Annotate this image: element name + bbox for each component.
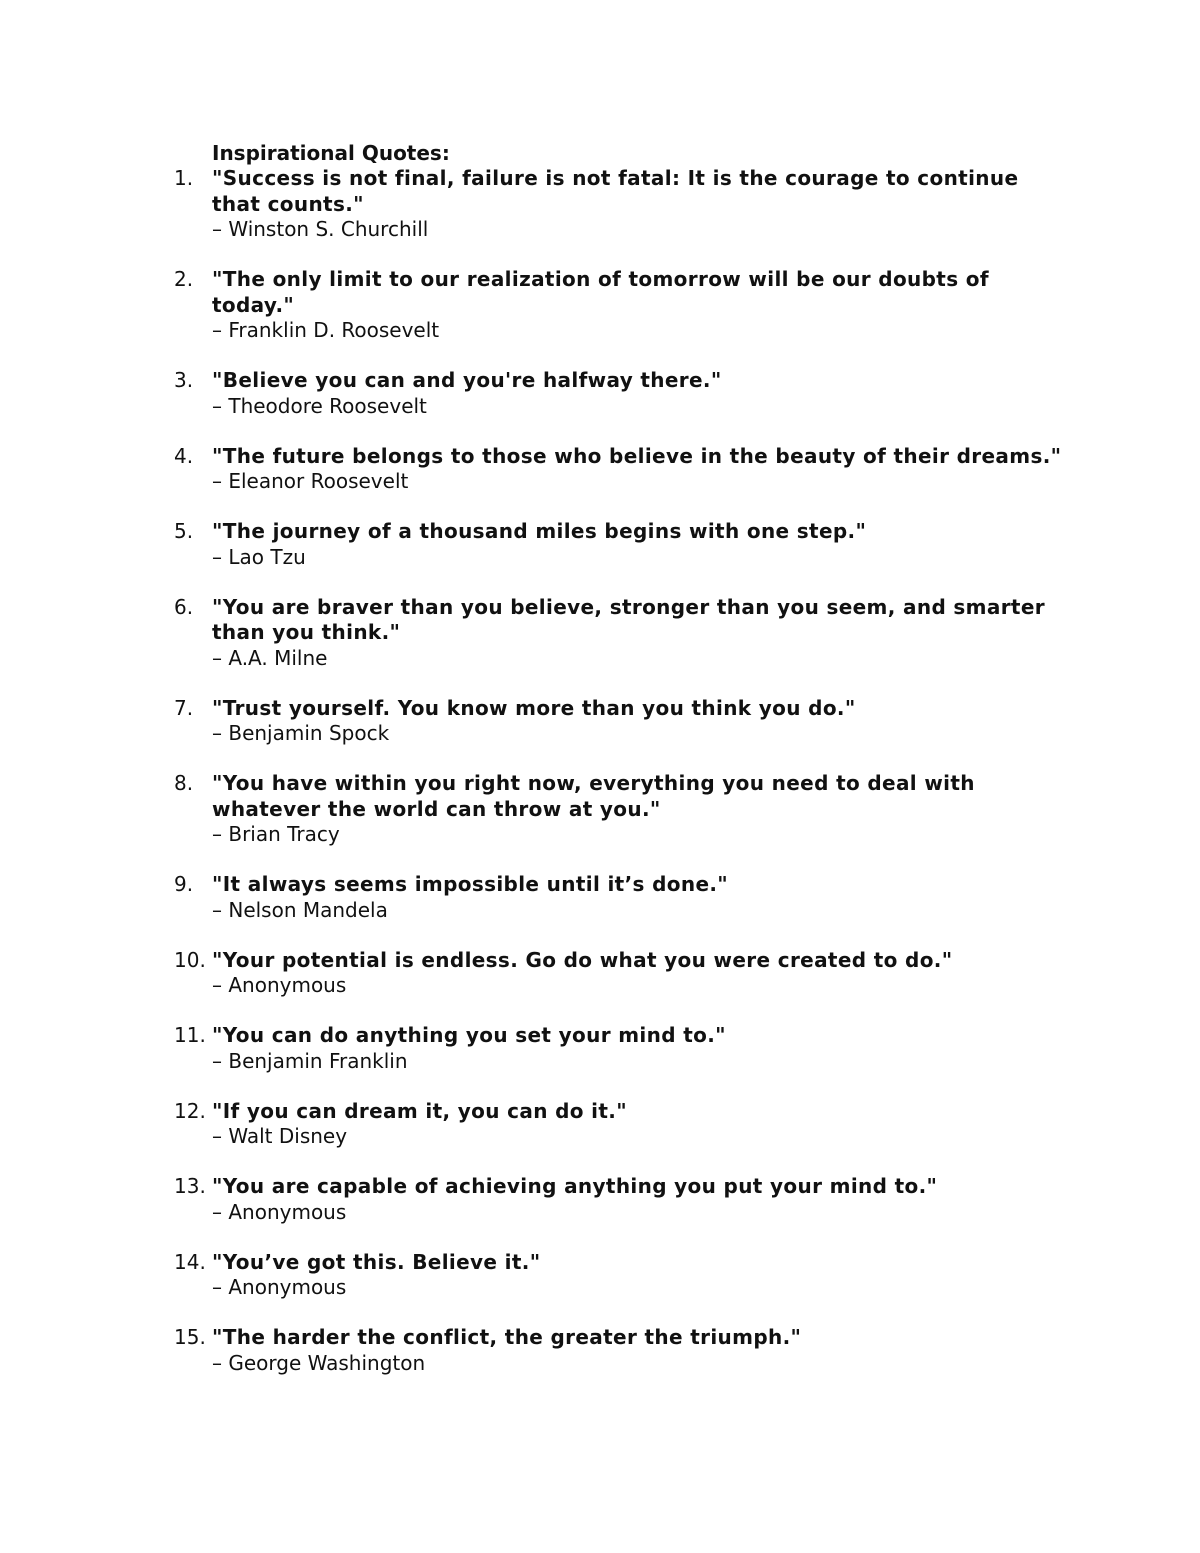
quote-item	[0, 1174, 1200, 1225]
quote-author: – Anonymous	[212, 1199, 347, 1224]
quote-number: 12.	[174, 1098, 206, 1123]
quote-text: "You are capable of achieving anything you put your mind to."	[212, 1174, 938, 1198]
quote-number: 5.	[174, 519, 194, 543]
quote-item	[0, 948, 1200, 999]
quote-author: – Theodore Roosevelt	[212, 393, 427, 418]
quote-author: – Franklin D. Roosevelt	[212, 318, 440, 342]
quote-item	[0, 267, 1200, 343]
quote-text: "The only limit to our realization of tomorrow will be our doubts of today."	[212, 267, 989, 317]
quote-author: – Lao Tzu	[212, 544, 306, 569]
quote-item	[0, 595, 1200, 671]
quote-number: 15.	[174, 1325, 206, 1349]
quote-text: "Success is not final, failure is not fatal: It is the courage to continue that counts."	[212, 166, 1019, 216]
quote-text: "The harder the conflict, the greater the triumph."	[212, 1325, 802, 1349]
quote-text: "You have within you right now, everything you need to deal with whatever the world can throw at you."	[212, 771, 975, 821]
quote-number: 9.	[174, 872, 194, 896]
quote-text: "The future belongs to those who believe in the beauty of their dreams."	[212, 443, 1062, 468]
quote-text: "Your potential is endless. Go do what you were created to do."	[212, 947, 953, 972]
quote-author: – Anonymous	[212, 1275, 347, 1299]
quote-text: "Trust yourself. You know more than you think you do."	[212, 695, 856, 720]
quote-item	[0, 771, 1200, 847]
quote-item	[0, 1099, 1200, 1150]
quote-author: – Winston S. Churchill	[212, 217, 429, 241]
quote-author: – A.A. Milne	[212, 645, 328, 670]
quote-number: 8.	[174, 771, 194, 795]
quote-author: – George Washington	[212, 1350, 426, 1375]
quote-text: "If you can dream it, you can do it."	[212, 1098, 628, 1123]
quote-text: "The journey of a thousand miles begins with one step."	[212, 519, 867, 543]
quote-number: 7.	[174, 695, 194, 720]
quote-item	[0, 368, 1200, 419]
quote-text: "You’ve got this. Believe it."	[212, 1249, 541, 1274]
quote-item	[0, 696, 1200, 747]
quote-number: 14.	[174, 1249, 206, 1274]
quote-item	[0, 166, 1200, 242]
quote-item	[0, 519, 1200, 570]
quote-item	[0, 1023, 1200, 1074]
quote-item	[0, 1250, 1200, 1301]
quote-number: 1.	[174, 166, 194, 190]
quote-text: "You are braver than you believe, stronger than you seem, and smarter than you think."	[212, 594, 1045, 644]
quote-number: 6.	[174, 594, 194, 619]
quote-author: – Benjamin Franklin	[212, 1048, 408, 1073]
quote-number: 4.	[174, 443, 194, 468]
quote-author: – Benjamin Spock	[212, 721, 390, 745]
quote-author: – Nelson Mandela	[212, 897, 388, 922]
quote-item	[0, 1325, 1200, 1376]
document-title: Inspirational Quotes:	[212, 141, 450, 165]
quote-list	[0, 166, 1200, 1401]
quote-number: 2.	[174, 267, 194, 291]
quote-number: 3.	[174, 368, 194, 392]
quote-author: – Eleanor Roosevelt	[212, 469, 409, 493]
quote-author: – Anonymous	[212, 973, 347, 997]
quote-text: "You can do anything you set your mind to."	[212, 1023, 726, 1047]
quote-number: 13.	[174, 1174, 206, 1198]
quote-text: "It always seems impossible until it’s done."	[212, 872, 729, 896]
quote-author: – Walt Disney	[212, 1124, 348, 1148]
quote-item	[0, 872, 1200, 923]
quote-number: 11.	[174, 1023, 206, 1047]
quote-text: "Believe you can and you're halfway there."	[212, 368, 722, 392]
quote-author: – Brian Tracy	[212, 822, 340, 846]
quote-item	[0, 444, 1200, 495]
quote-number: 10.	[174, 947, 206, 972]
